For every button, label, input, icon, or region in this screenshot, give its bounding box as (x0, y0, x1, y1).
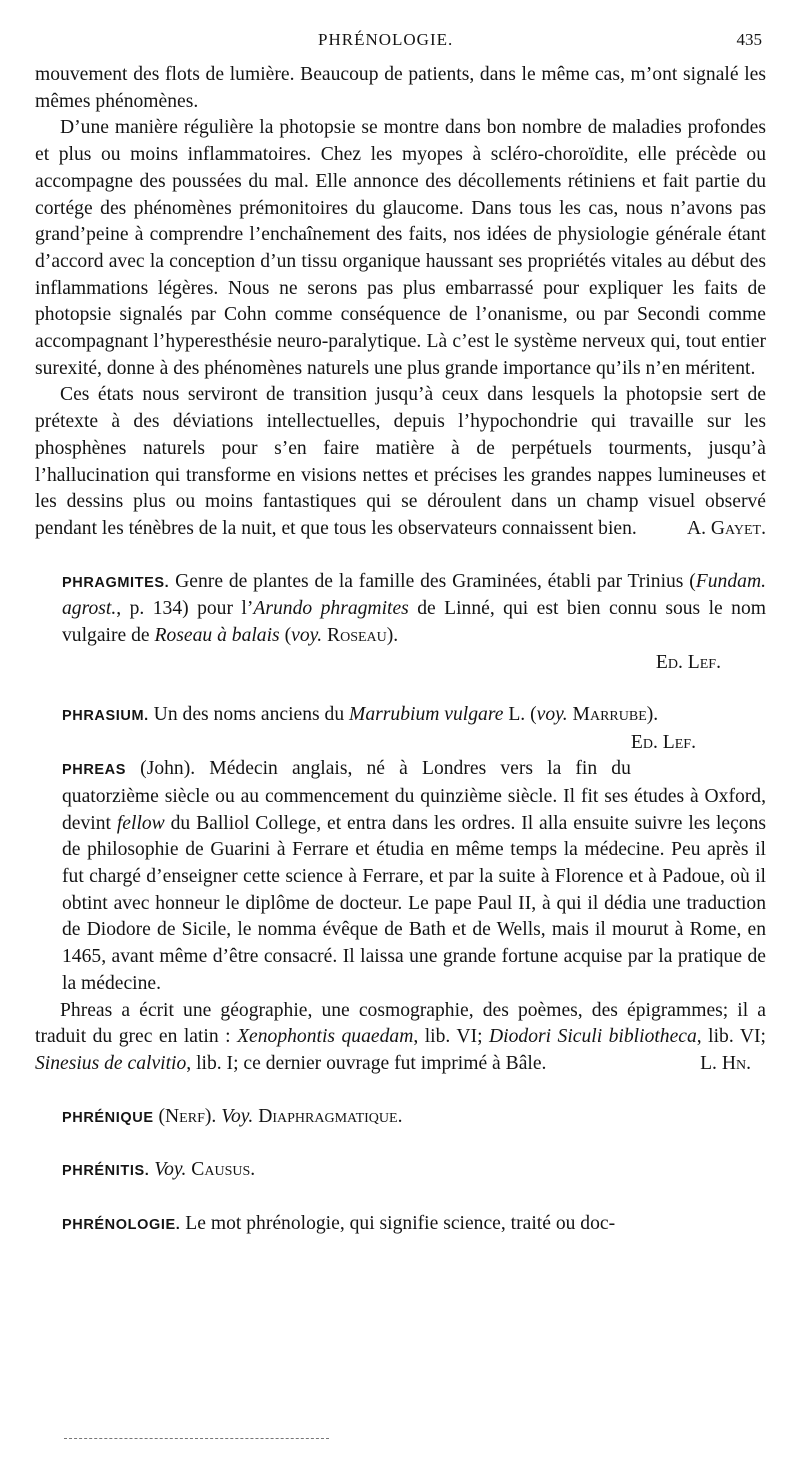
headword: PHRAGMITES. (62, 574, 170, 591)
entry-text: Diaphragmatique. (253, 1105, 403, 1127)
entry-italic: Sinesius de calvitio (35, 1052, 187, 1074)
entry-phragmites (35, 569, 766, 650)
entry-phrenitis (35, 1157, 766, 1185)
entry-italic: Marrubium vulgare (349, 704, 504, 726)
entry-text: Roseau). (322, 625, 399, 647)
author-signature: Ed. Lef. (630, 732, 696, 754)
entry-text: de Linné, qui est bien connu sous le nom vulgaire de (62, 598, 766, 647)
entry-text: Genre de plantes de la famille des Graminées, établi par Trinius ( (175, 570, 696, 592)
entry-text: Phreas a écrit une géographie, une cosmographie, des poèmes, des épigrammes; il a traduit du grec en latin : (35, 999, 766, 1048)
entry-text: L. ( (503, 704, 537, 726)
entry-italic: Diodori Siculi bibliotheca (489, 1026, 697, 1048)
entry-text: , lib. I; ce dernier ouvrage fut imprimé à Bâle. (186, 1052, 547, 1074)
author-signature: Ed. Lef. (655, 651, 721, 673)
entry-phreas-paragraph-2 (35, 998, 766, 1078)
headword: PHRÉNIQUE (62, 1109, 154, 1126)
entry-text: (John). Médecin anglais, né à Londres vers la fin du quatorzième siècle ou au commencement du quinzième siècle. Il fit ses études à Oxford, devint (62, 758, 766, 834)
entry-italic: Xenophontis quaedam (237, 1026, 414, 1048)
footer-rule (64, 1438, 329, 1439)
entry-text: , lib. VI; (696, 1026, 766, 1048)
page-number: 435 (736, 30, 762, 49)
entry-phrenologie (35, 1211, 766, 1239)
entry-text: ( (279, 625, 292, 647)
headword: PHRÉNOLOGIE. (62, 1217, 181, 1234)
entry-text: , p. 134) pour l’ (116, 598, 254, 620)
author-signature: L. Hn. (700, 1052, 751, 1074)
page-body (35, 62, 766, 1239)
headword: PHRÉNITIS. (62, 1163, 150, 1180)
continuation-paragraph-3 (35, 382, 766, 542)
headword: PHRASIUM. (62, 708, 149, 725)
entry-italic: fellow (116, 812, 165, 834)
continuation-paragraph-2: D’une manière régulière la photopsie se montre dans bon nombre de maladies profondes et plus ou moins inflammatoires. Chez les myopes à scléro-choroïdite, elle précède ou accompagne des poussées du mal. Elle annonce des décollements rétiniens et fait partie du cortége des phénomènes prémonitoires du glaucome. Dans tous les cas, nous n’avons pas grand’peine à comprendre l’enchaînement des faits, nos idées de physiologie générale étant d’accord avec la conception d’un tissu organique haussant ses propriétés vitales au début des inflammations légères. Nous ne serons pas plus embarrassé pour expliquer les faits de photopsie signalés par Cohn comme conséquence de l’onanisme, ou par Secondi comme accompagnant l’hyperesthésie neuro-paralytique. Là c’est le système nerveux qui, tout entier surexité, donne à des phénomènes naturels une plus grande importance qu’ils n’en méritent. (35, 117, 766, 379)
entry-text: , lib. VI; (413, 1026, 490, 1048)
continuation-paragraph-1: mouvement des flots de lumière. Beaucoup de patients, dans le même cas, m’ont signalé les mêmes phénomènes. (35, 64, 766, 112)
author-signature: A. Gayet. (686, 517, 766, 539)
entry-phrenique (35, 1104, 766, 1132)
entry-italic: Roseau à balais (154, 625, 280, 647)
entry-italic: voy. (536, 704, 568, 726)
entry-phreas (35, 756, 766, 997)
headword: PHREAS (62, 762, 127, 779)
entry-italic: Voy. (221, 1105, 254, 1127)
entry-italic: voy. (291, 625, 323, 647)
entry-text: Un des noms anciens du (153, 704, 350, 726)
entry-italic: Arundo phragmites (253, 598, 409, 620)
entry-text: (Nerf). (153, 1105, 222, 1127)
entry-text: du Balliol College, et entra dans les ordres. Il alla ensuite suivre les leçons de philosophie de Guarini à Ferrare et étudia en même temps la médecine. Peu après il fut chargé d’enseigner cette science à Ferrare, et par la suite à Florence et à Padoue, où il obtint avec honneur le diplôme de docteur. Le pape Paul II, à qui il dédia une traduction de Diodore de Sicile, le nomma évêque de Bath et de Wells, mais il mourut à Rome, en 1465, avant même d’être consacré. Il laissa une grande fortune acquise par la pratique de la médecine. (62, 812, 767, 994)
running-title: PHRÉNOLOGIE. (318, 30, 454, 49)
continuation-paragraph-3-text: Ces états nous serviront de transition jusqu’à ceux dans lesquels la photopsie sert de prétexte à des déviations intellectuelles, depuis l’hypochondrie qui travaille sur les phosphènes naturels pour s’en faire matière à de perpétuels tourments, jusqu’à l’hallucination qui transforme en visions nettes et précises les grandes nappes lumineuses et les dessins plus ou moins fantastiques qui se déroulent dans un champ visuel observé pendant les ténèbres de la nuit, et que tous les observateurs connaissent bien. (35, 384, 766, 539)
entry-phrasium (35, 702, 766, 754)
entry-text: Marrube). (567, 704, 659, 726)
entry-italic: Voy. (154, 1159, 187, 1181)
entry-italic: Fundam. agrost. (62, 570, 767, 620)
entry-text: Le mot phrénologie, qui signifie science, traité ou doc- (180, 1213, 616, 1235)
entry-text: Causus. (186, 1159, 256, 1181)
